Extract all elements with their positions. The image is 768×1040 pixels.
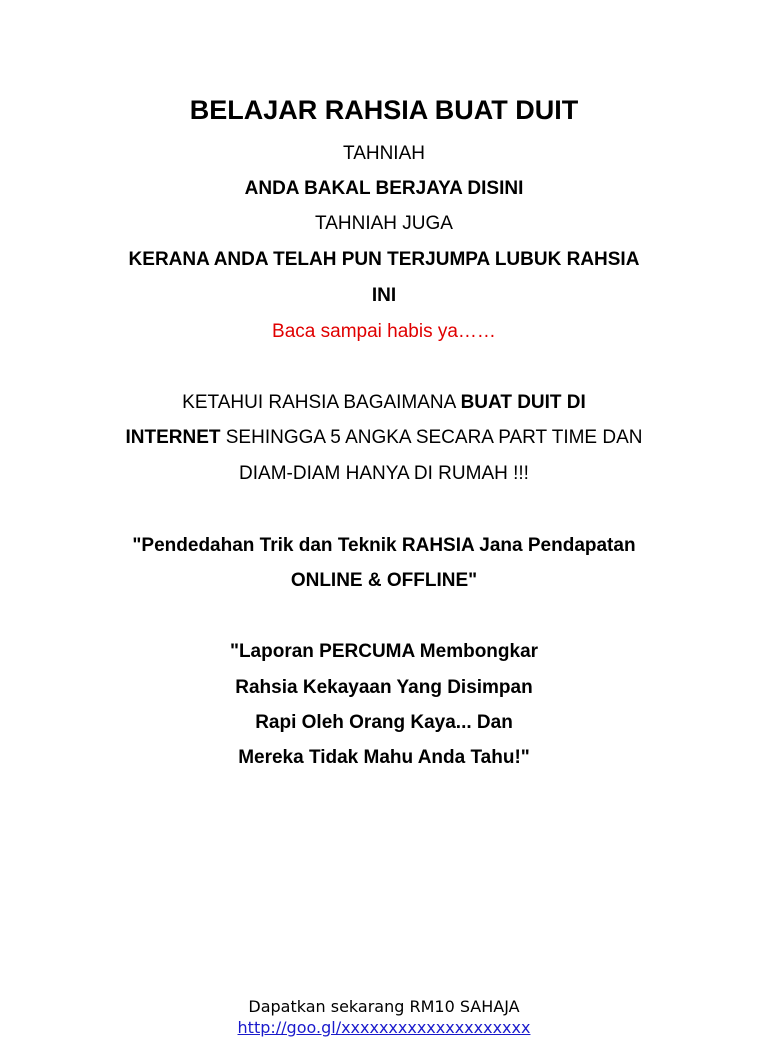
document-title: BELAJAR RAHSIA BUAT DUIT: [189, 95, 579, 125]
ketahui-2-bold: INTERNET: [125, 427, 221, 448]
ketahui-line-2: [0, 426, 768, 450]
footer-offer: Dapatkan sekarang RM10 SAHAJA: [248, 997, 520, 1016]
pendedahan-line-2: ONLINE & OFFLINE": [290, 570, 478, 591]
kerana-line-1: KERANA ANDA TELAH PUN TERJUMPA LUBUK RAHSIA: [128, 249, 640, 270]
tahniah-line: TAHNIAH: [343, 143, 425, 164]
ketahui-1-normal: KETAHUI RAHSIA BAGAIMANA: [182, 392, 461, 413]
ketahui-line-1: [0, 391, 768, 415]
baca-note: Baca sampai habis ya……: [272, 321, 496, 342]
kerana-line-2: INI: [371, 285, 397, 306]
ketahui-2-normal: SEHINGGA 5 ANGKA SECARA PART TIME DAN: [220, 427, 643, 448]
tahniah-juga-line: TAHNIAH JUGA: [315, 213, 453, 234]
ketahui-line-3: DIAM-DIAM HANYA DI RUMAH !!!: [239, 463, 529, 484]
laporan-line-4: Mereka Tidak Mahu Anda Tahu!": [238, 747, 530, 768]
berjaya-line: ANDA BAKAL BERJAYA DISINI: [244, 178, 524, 199]
ketahui-1-bold: BUAT DUIT DI: [460, 392, 586, 413]
footer-link[interactable]: http://goo.gl/xxxxxxxxxxxxxxxxxxxx: [237, 1018, 531, 1037]
pendedahan-line-1: "Pendedahan Trik dan Teknik RAHSIA Jana Pendapatan: [132, 535, 636, 556]
laporan-line-1: "Laporan PERCUMA Membongkar: [229, 641, 539, 662]
footer-link-row: [0, 1016, 768, 1040]
laporan-line-2: Rahsia Kekayaan Yang Disimpan: [235, 677, 533, 698]
laporan-line-3: Rapi Oleh Orang Kaya... Dan: [255, 712, 513, 733]
